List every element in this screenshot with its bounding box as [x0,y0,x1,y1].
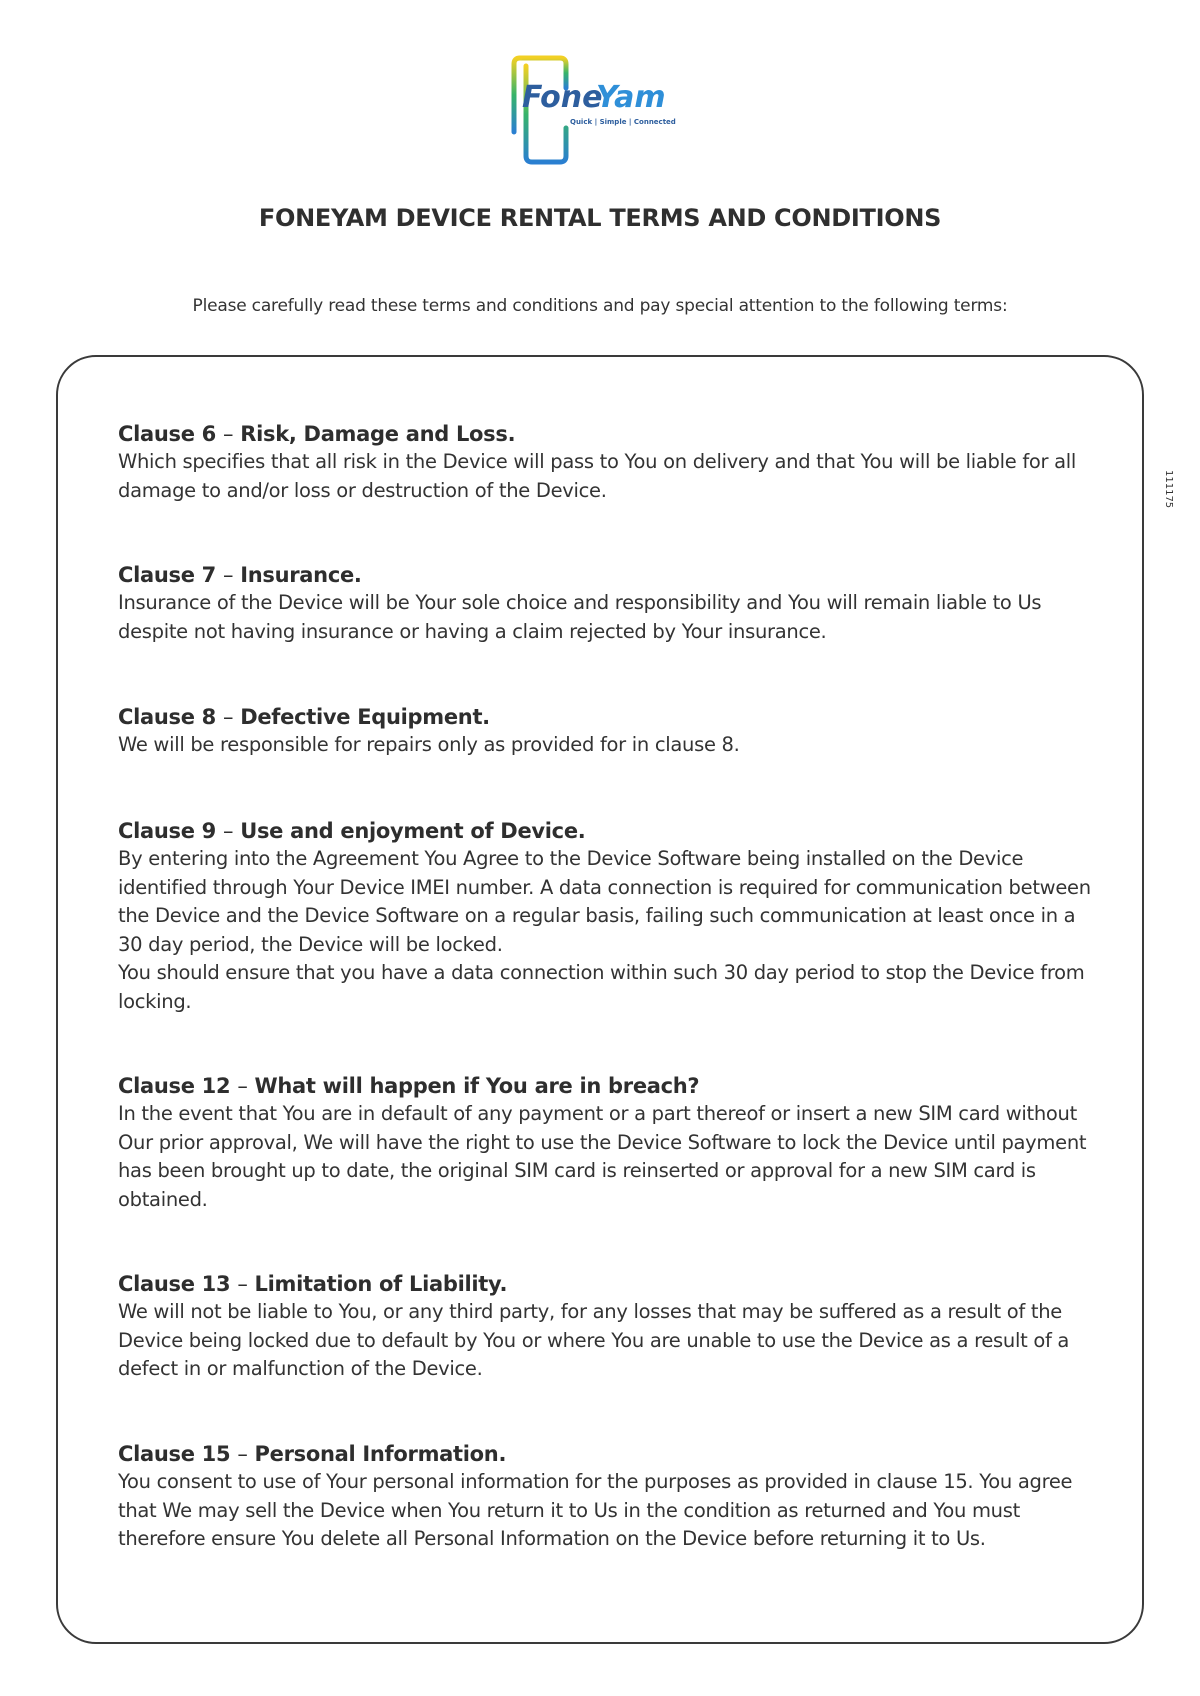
clause-dash: – [223,819,234,843]
clause-number: Clause 15 [118,1442,231,1466]
logo-wordmark-fone: Fone [522,80,603,115]
foneyam-logo [508,52,698,168]
clause-dash: – [237,1442,248,1466]
clause-heading [118,1072,1098,1100]
clause-heading [118,1440,1098,1468]
clause-6 [118,420,1098,505]
intro-text: Please carefully read these terms and conditions and pay special attention to the following terms: [192,296,1008,316]
clause-title: Insurance. [240,563,362,587]
clause-dash: – [237,1272,248,1296]
clause-title: Personal Information. [254,1442,507,1466]
clause-number: Clause 13 [118,1272,231,1296]
clause-15 [118,1440,1098,1554]
clause-paragraph: We will not be liable to You, or any third party, for any losses that may be suffered as a result of the Device being locked due to default by You or where You are unable to use the Device as a result of a defect in or malfunction of the Device. [118,1300,1070,1380]
clause-paragraph: In the event that You are in default of any payment or a part thereof or insert a new SIM card without Our prior approval, We will have the right to use the Device Software to lock the Device until payment has been brought up to date, the original SIM card is reinserted or approval for a new SIM card is obtained. [118,1102,1087,1211]
clause-number: Clause 6 [118,422,216,446]
clause-paragraph: You should ensure that you have a data connection within such 30 day period to stop the Device from locking. [118,961,1085,1013]
clause-body [118,845,1098,1016]
clause-number: Clause 7 [118,563,216,587]
clause-paragraph: Insurance of the Device will be Your sole choice and responsibility and You will remain liable to Us despite not having insurance or having a claim rejected by Your insurance. [118,591,1042,643]
clause-title: What will happen if You are in breach? [254,1074,700,1098]
clause-body [118,1100,1098,1214]
clause-paragraph: We will be responsible for repairs only as provided for in clause 8. [118,733,740,756]
clause-title: Use and enjoyment of Device. [240,819,586,843]
clause-heading [118,817,1098,845]
clause-title: Defective Equipment. [240,705,490,729]
clause-dash: – [237,1074,248,1098]
clause-8 [118,703,1098,760]
clause-number: Clause 12 [118,1074,231,1098]
clause-paragraph: By entering into the Agreement You Agree to the Device Software being installed on the Device identified through Your Device IMEI number. A data connection is required for communication between the Device and the Device Software on a regular basis, failing such communication at least once in a 30 day period, the Device will be locked. [118,847,1091,956]
clause-body [118,1298,1098,1384]
logo-tagline: Quick | Simple | Connected [570,118,676,126]
clause-paragraph: You consent to use of Your personal information for the purposes as provided in clause 15. You agree that We may sell the Device when You return it to Us in the condition as returned and You must therefore ensure You delete all Personal Information on the Device before returning it to Us. [118,1470,1073,1550]
clause-number: Clause 9 [118,819,216,843]
clause-dash: – [223,563,234,587]
clause-dash: – [223,705,234,729]
clause-heading [118,1270,1098,1298]
clause-body [118,1468,1098,1554]
logo-wordmark-yam: Yam [596,80,666,115]
document-title: FONEYAM DEVICE RENTAL TERMS AND CONDITIONS [258,204,942,232]
clause-9 [118,817,1098,1016]
clause-body [118,448,1098,505]
clause-paragraph: Which specifies that all risk in the Device will pass to You on delivery and that You will be liable for all damage to and/or loss or destruction of the Device. [118,450,1077,502]
clause-body [118,731,1098,760]
side-reference-code: 111175 [1163,470,1174,509]
clause-7 [118,561,1098,646]
clause-number: Clause 8 [118,705,216,729]
clause-heading [118,561,1098,589]
clause-dash: – [223,422,234,446]
clause-title: Limitation of Liability. [254,1272,508,1296]
clause-heading [118,703,1098,731]
clause-13 [118,1270,1098,1384]
clause-12 [118,1072,1098,1214]
clause-heading [118,420,1098,448]
clause-title: Risk, Damage and Loss. [240,422,516,446]
clause-body [118,589,1098,646]
